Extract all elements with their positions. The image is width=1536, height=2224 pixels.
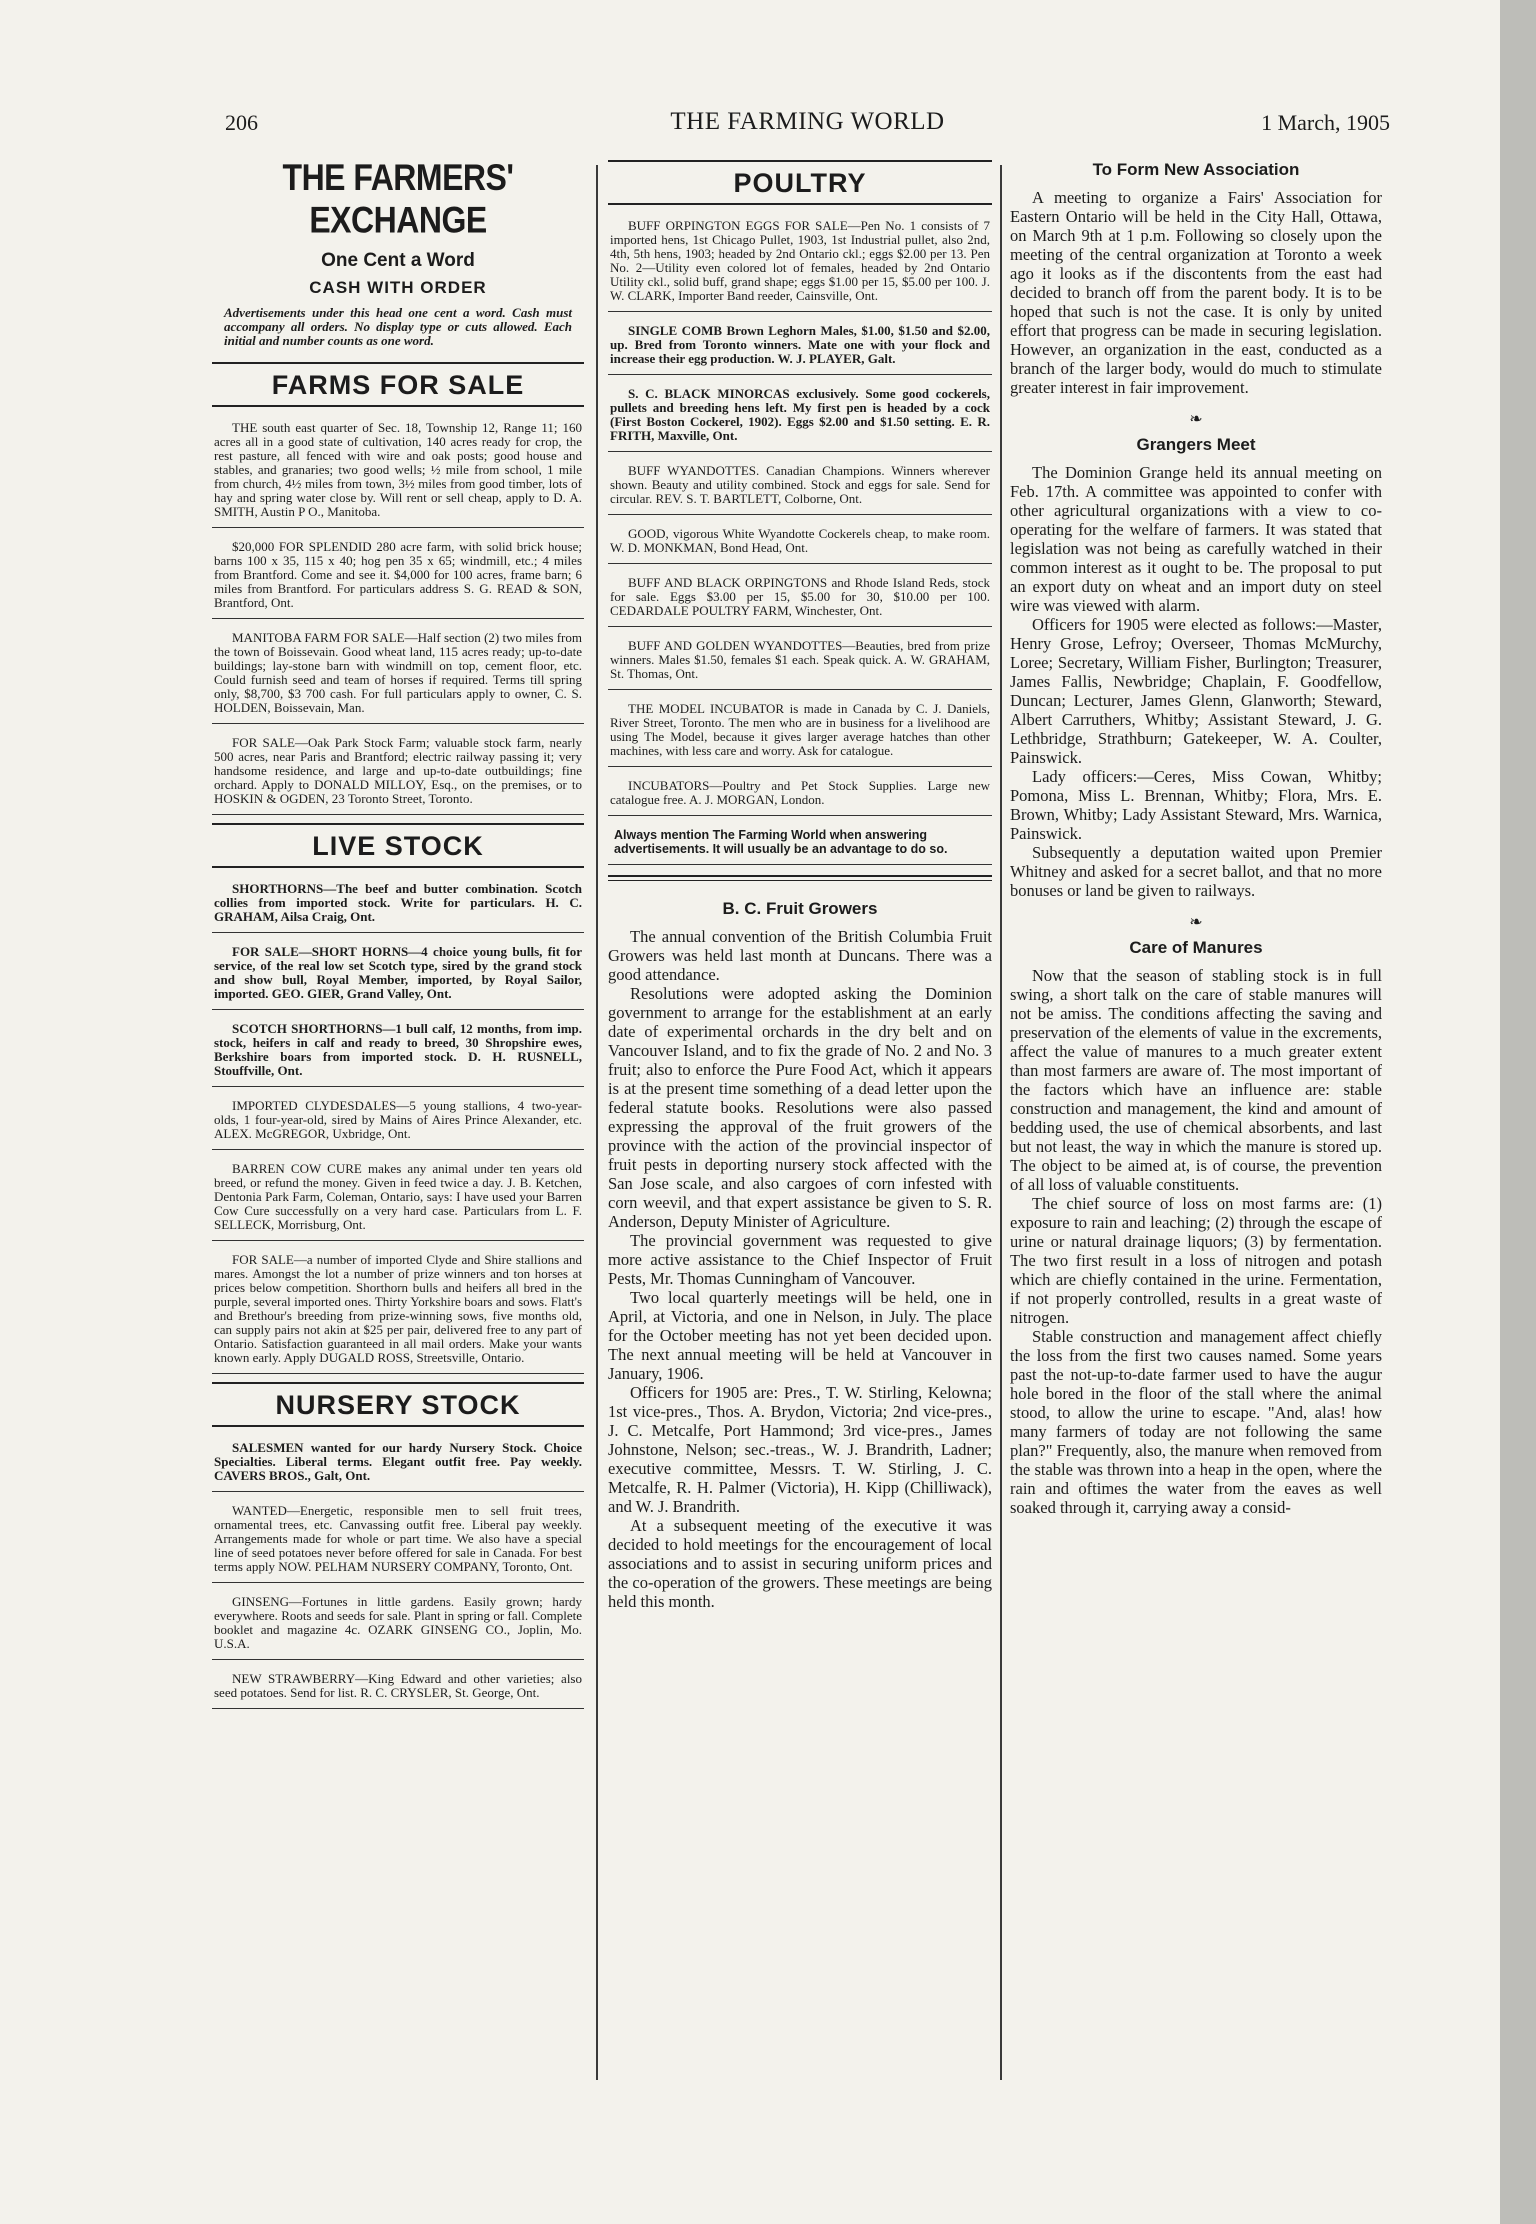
- classified-ad: NEW STRAWBERRY—King Edward and other varieties; also seed potatoes. Send for list. R. C. CRYSLER, St. George, Ont.: [212, 1668, 584, 1709]
- article-paragraph: The provincial government was requested to give more active assistance to the Chief Inspector of Fruit Pests, Mr. Thomas Cunningham of Vancouver.: [608, 1231, 992, 1288]
- exchange-title: THE FARMERS' EXCHANGE: [282, 156, 514, 241]
- scan-edge: [1500, 0, 1536, 2224]
- article-paragraph: Lady officers:—Ceres, Miss Cowan, Whitby; Pomona, Miss L. Brennan, Whitby; Flora, Mrs. E. Brown, Whitby; Lady Assistant Steward, Mrs. Warnica, Painswick.: [1010, 767, 1382, 843]
- farms-heading: FARMS FOR SALE: [212, 362, 584, 407]
- livestock-heading: LIVE STOCK: [212, 823, 584, 868]
- double-rule: [608, 875, 992, 881]
- page-number: 206: [225, 110, 258, 135]
- article-title-new-association: To Form New Association: [1092, 160, 1300, 179]
- classified-ad: WANTED—Energetic, responsible men to sell fruit trees, ornamental trees, etc. Canvassing outfit free. Liberal pay weekly. Arrangements made for whole or part time. We also have a special line of seed potatoes never before offered for sale in Canada. For best terms apply NOW. PELHAM NURSERY COMPANY, Toronto, Ont.: [212, 1500, 584, 1583]
- column-rule-left: [596, 165, 598, 2080]
- running-title: THE FARMING WORLD: [670, 108, 945, 135]
- fleuron-ornament: ❧: [1189, 914, 1203, 931]
- classified-ad: SALESMEN wanted for our hardy Nursery Stock. Choice Specialties. Liberal terms. Elegant outfit free. Pay weekly. CAVERS BROS., Galt, Ont.: [212, 1437, 584, 1492]
- classified-ad: SINGLE COMB Brown Leghorn Males, $1.00, $1.50 and $2.00, up. Bred from Toronto winners. Mate one with your flock and increase their egg production. W. J. PLAYER, Galt.: [608, 320, 992, 375]
- article-paragraph: Resolutions were adopted asking the Dominion government to arrange for the establishment at an early date of experimental orchards in the dry belt and on Vancouver Island, and to fix the grade of No. 2 and No. 3 fruit; also to enforce the Pure Food Act, which it appears is at the present time something of a dead letter upon the federal statute books. Resolutions were also passed expressing the approval of the fruit growers of the province with the action of the provincial inspector of fruit pests in deporting nursery stock affected with the San Jose scale, and also cargoes of corn infested with corn weevil, and that expert assistance be given to S. R. Anderson, Deputy Minister of Agriculture.: [608, 984, 992, 1231]
- classified-ad: GINSENG—Fortunes in little gardens. Easily grown; hardy everywhere. Roots and seeds for sale. Plant in spring or fall. Complete booklet and magazine 4c. OZARK GINSENG CO., Joplin, Mo. U.S.A.: [212, 1591, 584, 1660]
- article-title-bc-fruit: B. C. Fruit Growers: [722, 899, 878, 918]
- classified-ad: THE MODEL INCUBATOR is made in Canada by C. J. Daniels, River Street, Toronto. The men who are in business for a livelihood are using The Model, because it gives larger average hatches than other machines, with less care and worry. Ask for catalogue.: [608, 698, 992, 767]
- classified-ad: FOR SALE—Oak Park Stock Farm; valuable stock farm, nearly 500 acres, near Paris and Brantford; electric railway passing it; very handsome residence, and large and up-to-date outbuildings; fine orchard. Apply to DONALD MILLOY, Esq., on the premises, or to HOSKIN & OGDEN, 23 Toronto Street, Toronto.: [212, 732, 584, 815]
- article-paragraph: A meeting to organize a Fairs' Association for Eastern Ontario will be held in the City Hall, Ottawa, on March 9th at 1 p.m. Following so closely upon the meeting of the central organization at Toronto a week ago it looks as if the discontents from the east had decided to branch off from the parent body. It is to be hoped that such is not the case. It is only by united effort that progress can be made in securing legislation. However, an organization in the east, conducted as a branch of the larger body, would do much to stimulate greater interest in fair improvement.: [1010, 188, 1382, 397]
- column-rule-right: [1000, 165, 1002, 2080]
- fleuron-ornament: ❧: [1189, 411, 1203, 428]
- classified-ad: THE south east quarter of Sec. 18, Township 12, Range 11; 160 acres all in a good state of cultivation, 140 acres ready for crop, the rest pasture, all fenced with wire and oak posts; good house and stables, and granaries; two good wells; ½ mile from school, 1 mile from church, 4½ miles from town, 3½ miles from good timber, lots of hay and spring water close by. Will rent or sell cheap, apply to D. A. SMITH, Austin P O., Manitoba.: [212, 417, 584, 528]
- classified-ad: SHORTHORNS—The beef and butter combination. Scotch collies from imported stock. Write for particulars. H. C. GRAHAM, Ailsa Craig, Ont.: [212, 878, 584, 933]
- article-paragraph: Officers for 1905 are: Pres., T. W. Stirling, Kelowna; 1st vice-pres., Thos. A. Brydon, Victoria; 2nd vice-pres., J. C. Metcalfe, Port Hammond; 3rd vice-pres., James Johnstone, Nelson; sec.-treas., W. J. Brandrith, Ladner; executive committee, Messrs. T. W. Stirling, J. C. Metcalfe, R. H. Palmer (Victoria), H. Kipp (Chilliwack), and W. J. Brandrith.: [608, 1383, 992, 1516]
- issue-date: 1 March, 1905: [1261, 110, 1390, 135]
- classified-ad: IMPORTED CLYDESDALES—5 young stallions, 4 two-year-olds, 1 four-year-old, sired by Mains of Aires Prince Alexander, etc. ALEX. McGREGOR, Uxbridge, Ont.: [212, 1095, 584, 1150]
- article-paragraph: Subsequently a deputation waited upon Premier Whitney and asked for a secret ballot, and that no more bonuses or land be given to railways.: [1010, 843, 1382, 900]
- article-paragraph: The annual convention of the British Columbia Fruit Growers was held last month at Duncans. There was a good attendance.: [608, 927, 992, 984]
- classified-ad: S. C. BLACK MINORCAS exclusively. Some good cockerels, pullets and breeding hens left. My first pen is headed by a cock (First Boston Cockerel, 1902). Eggs $2.00 and $1.50 setting. E. R. FRITH, Maxville, Ont.: [608, 383, 992, 452]
- classified-ad: BUFF WYANDOTTES. Canadian Champions. Winners wherever shown. Beauty and utility combined. Stock and eggs for sale. Send for circular. REV. S. T. BARTLETT, Colborne, Ont.: [608, 460, 992, 515]
- column-poultry: [608, 160, 992, 1611]
- article-paragraph: Two local quarterly meetings will be held, one in April, at Victoria, and one in Nelson, in July. The place for the October meeting has not yet been decided upon. The next annual meeting will be held at Vancouver in January, 1906.: [608, 1288, 992, 1383]
- article-paragraph: Stable construction and management affect chiefly the loss from the first two causes named. Some years past the not-up-to-date farmer used to have the augur hole bored in the floor of the stall where the animal stood, to allow the urine to escape. "And, alas! how many farmers of today are not following the same plan?" Frequently, also, the manure when removed from the stable was thrown into a heap in the open, where the rain and oftimes the water from the eaves as well soaked through it, carrying away a consid-: [1010, 1327, 1382, 1517]
- poultry-heading: POULTRY: [608, 160, 992, 205]
- exchange-intro: Advertisements under this head one cent a word. Cash must accompany all orders. No display type or cuts allowed. Each initial and number counts as one word.: [224, 305, 572, 348]
- article-title-grangers: Grangers Meet: [1136, 435, 1256, 454]
- article-paragraph: The chief source of loss on most farms are: (1) exposure to rain and leaching; (2) through the escape of urine or natural drainage liquors; (3) by fermentation. The two first result in a loss of nitrogen and potash which are chiefly contained in the urine. Fermentation, if not properly controlled, results in a great waste of nitrogen.: [1010, 1194, 1382, 1327]
- classified-ad: FOR SALE—a number of imported Clyde and Shire stallions and mares. Amongst the lot a number of prize winners and ton horses at prices below competition. Shorthorn bulls and heifers all bred in the purple, several imported ones. Thirty Yorkshire boars and sows. Flatt's and Brethour's breeding from prize-winning sows, five months old, can supply pairs not akin at $25 per pair, delivered free to any part of Ontario. Satisfaction guaranteed in all mail orders. Make your wants known early. Apply DUGALD ROSS, Streetsville, Ontario.: [212, 1249, 584, 1374]
- exchange-terms: CASH WITH ORDER: [309, 278, 487, 297]
- page-header: [225, 104, 1390, 138]
- classified-ad: BUFF ORPINGTON EGGS FOR SALE—Pen No. 1 consists of 7 imported hens, 1st Chicago Pullet, 1903, 1st Industrial pullet, also 2nd, 4th, 5th hens, 1903; headed by 2nd Ontario ckl.; eggs $2.00 per 13. Pen No. 2—Utility even colored lot of females, headed by 2nd Ontario Utility ckl., solid buff, grand shape; eggs $1.00 per 15, $5.00 per 100. J. W. CLARK, Importer Band reeder, Cainsville, Ont.: [608, 215, 992, 312]
- column-classifieds: [212, 156, 584, 1717]
- classified-ad: INCUBATORS—Poultry and Pet Stock Supplies. Large new catalogue free. A. J. MORGAN, London.: [608, 775, 992, 816]
- article-title-manures: Care of Manures: [1129, 938, 1263, 957]
- classified-ad: FOR SALE—SHORT HORNS—4 choice young bulls, fit for service, of the real low set Scotch type, sired by the grand stock and show bull, Royal Member, imported, by Royal Sailor, imported. GEO. GIER, Grand Valley, Ont.: [212, 941, 584, 1010]
- classified-ad: SCOTCH SHORTHORNS—1 bull calf, 12 months, from imp. stock, heifers in calf and ready to breed, 30 Shropshire ewes, Berkshire boars from imported stock. D. H. RUSNELL, Stouffville, Ont.: [212, 1018, 584, 1087]
- classified-ad: BUFF AND BLACK ORPINGTONS and Rhode Island Reds, stock for sale. Eggs $3.00 per 15, $5.00 for 30, $10.00 per 100. CEDARDALE POULTRY FARM, Winchester, Ont.: [608, 572, 992, 627]
- article-paragraph: At a subsequent meeting of the executive it was decided to hold meetings for the encouragement of local associations and to assist in securing uniform prices and the co-operation of the growers. These meetings are being held this month.: [608, 1516, 992, 1611]
- article-paragraph: The Dominion Grange held its annual meeting on Feb. 17th. A committee was appointed to confer with other agricultural organizations with a view to co-operating for the welfare of farmers. It was stated that legislation was not being as carefully watched in their common interest as it ought to be. The proposal to put an export duty on wheat and an import duty on steel wire was viewed with alarm.: [1010, 463, 1382, 615]
- classified-ad: $20,000 FOR SPLENDID 280 acre farm, with solid brick house; barns 100 x 35, 115 x 40; hog pen 35 x 65; windmill, etc.; 4 miles from Brantford. Come and see it. $4,000 for 100 acres, frame barn; 6 miles from Brantford. For particulars address S. G. READ & SON, Brantford, Ont.: [212, 536, 584, 619]
- classified-ad: GOOD, vigorous White Wyandotte Cockerels cheap, to make room. W. D. MONKMAN, Bond Head, Ont.: [608, 523, 992, 564]
- article-paragraph: Officers for 1905 were elected as follows:—Master, Henry Grose, Lefroy; Overseer, Thomas McMurchy, Loree; Secretary, William Fisher, Burlington; Treasurer, James Fallis, Newbridge; Chaplain, F. Goodfellow, Duncan; Lecturer, James Glenn, Glanworth; Steward, Albert Carruthers, Whitby; Assistant Steward, J. G. Lethbridge, Strathburn; Gatekeeper, W. A. Coulter, Painswick.: [1010, 615, 1382, 767]
- classified-ad: BUFF AND GOLDEN WYANDOTTES—Beauties, bred from prize winners. Males $1.50, females $1 each. Speak quick. A. W. GRAHAM, St. Thomas, Ont.: [608, 635, 992, 690]
- advertising-notice: Always mention The Farming World when answering advertisements. It will usually be an advantage to do so.: [608, 824, 992, 865]
- column-articles: [1010, 160, 1382, 1517]
- classified-ad: MANITOBA FARM FOR SALE—Half section (2) two miles from the town of Boissevain. Good wheat land, 115 acres ready; up-to-date buildings; lay-stone barn with windmill on top, cement floor, etc. Could furnish seed and team of horses if required. Terms till spring only, $8,700, $3 700 cash. For full particulars apply to owner, C. S. HOLDEN, Boissevain, Man.: [212, 627, 584, 724]
- exchange-rate: One Cent a Word: [321, 250, 475, 271]
- classified-ad: BARREN COW CURE makes any animal under ten years old breed, or refund the money. Given in feed twice a day. J. B. Ketchen, Dentonia Park Farm, Coleman, Ontario, says: I have used your Barren Cow Cure successfully on a very hard case. Particulars from L. F. SELLECK, Morrisburg, Ont.: [212, 1158, 584, 1241]
- nursery-heading: NURSERY STOCK: [212, 1382, 584, 1427]
- article-paragraph: Now that the season of stabling stock is in full swing, a short talk on the care of stable manures will not be amiss. The conditions affecting the saving and preservation of the elements of value in the excrements, affect the value of manures to a much greater extent than most farmers are aware of. The most important of the factors which have an influence are: stable construction and management, the kind and amount of bedding used, the use of chemical absorbents, and last but not least, the way in which the manure is stored up. The object to be aimed at, is of course, the prevention of all loss of valuable constituents.: [1010, 966, 1382, 1194]
